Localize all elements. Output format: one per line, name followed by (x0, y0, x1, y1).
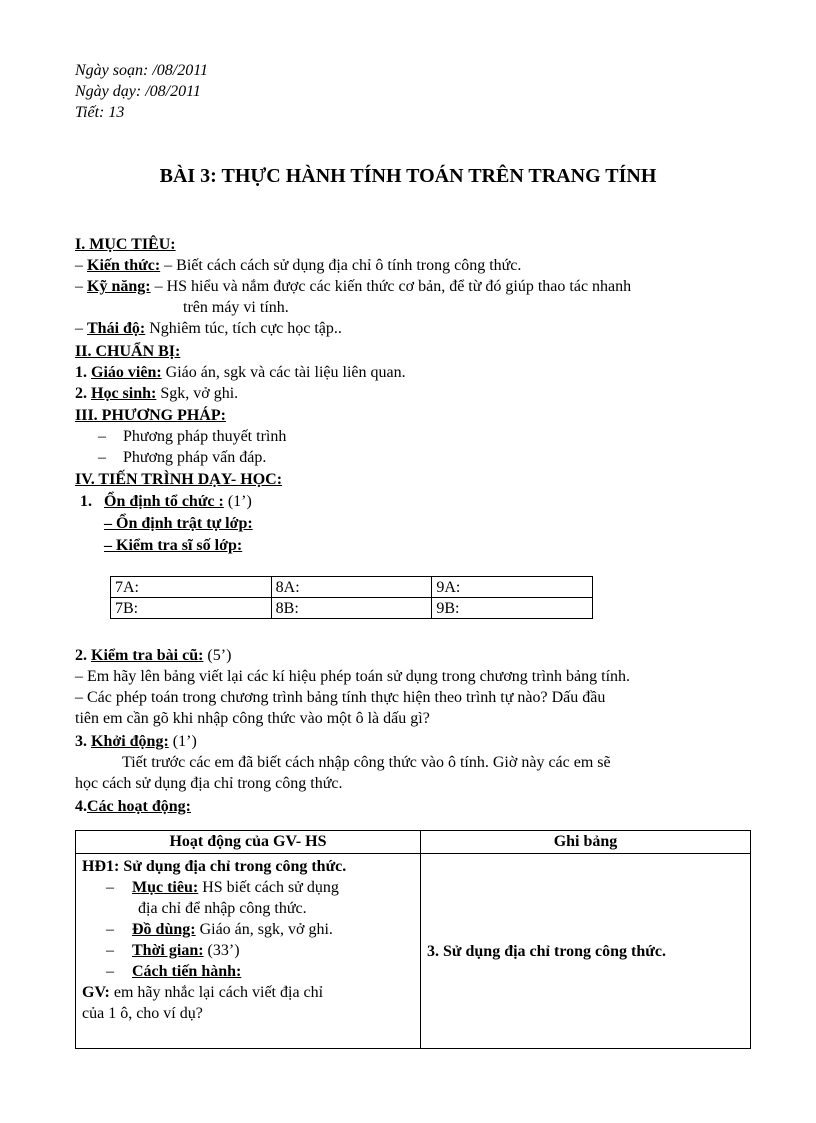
student-line: 2. Học sinh: Sgk, vở ghi. (75, 385, 239, 402)
time-item: – Thời gian: (33’) (106, 942, 240, 959)
gv-question-cont: của 1 ô, cho ví dụ? (82, 1005, 203, 1022)
process-heading: IV. TIẾN TRÌNH DẠY- HỌC: (75, 471, 283, 488)
question-2-cont: tiên em cần gõ khi nhập công thức vào một ô là dấu gì? (75, 710, 430, 727)
class-cell: 8A: (271, 577, 432, 598)
intro-text-cont: học cách sử dụng địa chỉ trong công thức. (75, 775, 343, 792)
activities-table (75, 830, 751, 1049)
sub-attendance: – Kiểm tra sĩ số lớp: (104, 537, 243, 554)
teacher-line: 1. Giáo viên: Giáo án, sgk và các tài liệu liên quan. (75, 364, 406, 381)
col-header-activities: Hoạt động của GV- HS (76, 831, 421, 854)
class-cell: 9B: (432, 598, 593, 619)
class-cell: 8B: (271, 598, 432, 619)
page-title: BÀI 3: THỰC HÀNH TÍNH TOÁN TRÊN TRANG TÍNH (159, 165, 657, 187)
knowledge-line: – Kiến thức: – Biết cách cách sử dụng địa chỉ ô tính trong công thức. (75, 257, 522, 274)
skills-line: – Kỹ năng: – HS hiểu và nắm được các kiến thức cơ bản, để từ đó giúp thao tác nhanh (75, 278, 632, 295)
question-2: – Các phép toán trong chương trình bảng tính thực hiện theo trình tự nào? Dấu đầu (75, 689, 606, 706)
step1-line: 1. Ổn định tổ chức : (1’) (80, 493, 252, 510)
class-cell: 7B: (111, 598, 272, 619)
methods-heading: III. PHƯƠNG PHÁP: (75, 407, 226, 424)
class-cell: 9A: (432, 577, 593, 598)
skills-line-cont: trên máy vi tính. (183, 299, 289, 316)
method-item: – Phương pháp vấn đáp. (98, 449, 267, 466)
activity-cell (76, 854, 421, 1049)
table-row (76, 854, 751, 1049)
class-cell: 7A: (111, 577, 272, 598)
gv-question: GV: em hãy nhắc lại cách viết địa chỉ (82, 984, 324, 1001)
preparation-heading: II. CHUẨN BỊ: (75, 343, 181, 360)
tools-item: – Đồ dùng: Giáo án, sgk, vở ghi. (106, 921, 333, 938)
intro-text: Tiết trước các em đã biết cách nhập công thức vào ô tính. Giờ này các em sẽ (122, 754, 611, 771)
goal-item: – Mục tiêu: HS biết cách sử dụng (106, 879, 339, 896)
step3-line: 3. Khởi động: (1’) (75, 733, 197, 750)
method-item: – Phương pháp thuyết trình (98, 428, 287, 445)
knowledge-label: Kiến thức: (87, 257, 161, 274)
step4-line: 4.Các hoạt động: (75, 798, 192, 815)
class-attendance-table (110, 576, 593, 619)
attitude-line: – Thái độ: Nghiêm túc, tích cực học tập.. (75, 320, 342, 337)
board-cell: 3. Sử dụng địa chỉ trong công thức. (421, 854, 751, 1049)
question-1: – Em hãy lên bảng viết lại các kí hiệu phép toán sử dụng trong chương trình bảng tính. (75, 668, 631, 685)
col-header-board: Ghi bảng (421, 831, 751, 854)
step2-line: 2. Kiểm tra bài cũ: (5’) (75, 647, 232, 664)
goal-item-cont: địa chỉ để nhập công thức. (138, 900, 307, 917)
period: Tiết: 13 (75, 104, 125, 121)
sub-order: – Ổn định trật tự lớp: (104, 515, 253, 532)
table-row (111, 598, 593, 619)
prep-date: Ngày soạn: /08/2011 (75, 62, 209, 79)
table-row (111, 577, 593, 598)
skills-label: Kỹ năng: (87, 278, 151, 295)
attitude-label: Thái độ: (87, 320, 146, 337)
teach-date: Ngày dạy: /08/2011 (75, 83, 201, 100)
objectives-heading: I. MỤC TIÊU: (75, 236, 176, 253)
method-item: – Cách tiến hành: (106, 963, 242, 980)
table-header-row (76, 831, 751, 854)
hd1-title: HĐ1: Sử dụng địa chỉ trong công thức. (82, 858, 347, 875)
